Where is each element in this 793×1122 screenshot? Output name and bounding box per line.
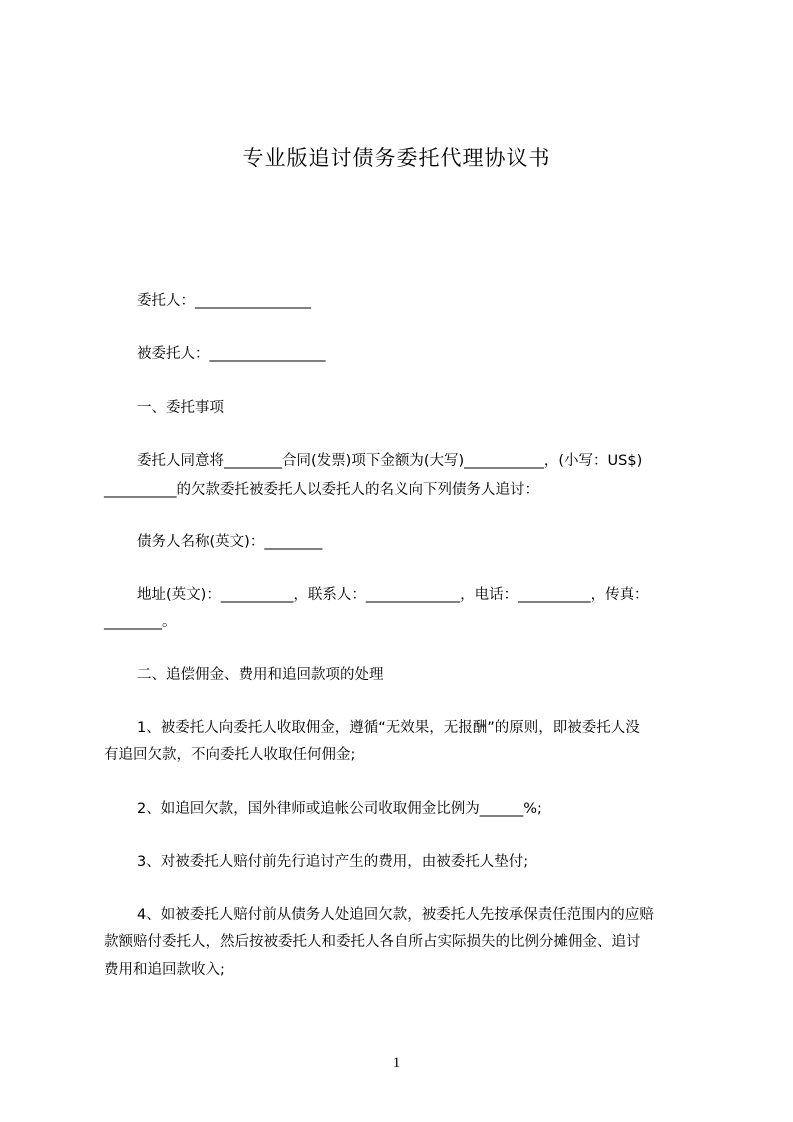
section1-paragraph-line2: __________的欠款委托被委托人以委托人的名义向下列债务人追讨： [104, 482, 539, 498]
section1-paragraph-line1: 委托人同意将________合同(发票)项下金额为(大写)___________，(小写：US$) [137, 453, 643, 469]
section1-heading: 一、委托事项 [137, 400, 224, 416]
item4-line1: 4、如被委托人赔付前从债务人处追回欠款，被委托人先按承保责任范围内的应赔 [137, 907, 654, 923]
address-line1: 地址(英文)：__________，联系人：_____________，电话：__________，传真： [137, 587, 649, 603]
item4-line2: 款额赔付委托人，然后按被委托人和委托人各自所占实际损失的比例分摊佣金、追讨 [104, 934, 641, 950]
debtor-name-line: 债务人名称(英文)：________ [137, 534, 323, 550]
agent-line: 被委托人：________________ [137, 346, 326, 362]
item1-line2: 有追回欠款，不向委托人收取任何佣金; [104, 747, 356, 763]
document-title: 专业版追讨债务委托代理协议书 [242, 146, 551, 170]
section2-heading: 二、追偿佣金、费用和追回款项的处理 [137, 667, 384, 683]
page-number: 1 [392, 1055, 401, 1071]
item2-line: 2、如追回欠款，国外律师或追帐公司收取佣金比例为______%; [137, 801, 542, 817]
address-line2: ________。 [104, 614, 177, 630]
item3-line: 3、对被委托人赔付前先行追讨产生的费用，由被委托人垫付; [137, 854, 529, 870]
principal-line: 委托人：________________ [137, 293, 311, 309]
item4-line3: 费用和追回款收入; [104, 962, 225, 978]
item1-line1: 1、被委托人向委托人收取佣金，遵循“无效果，无报酬”的原则，即被委托人没 [137, 720, 640, 736]
